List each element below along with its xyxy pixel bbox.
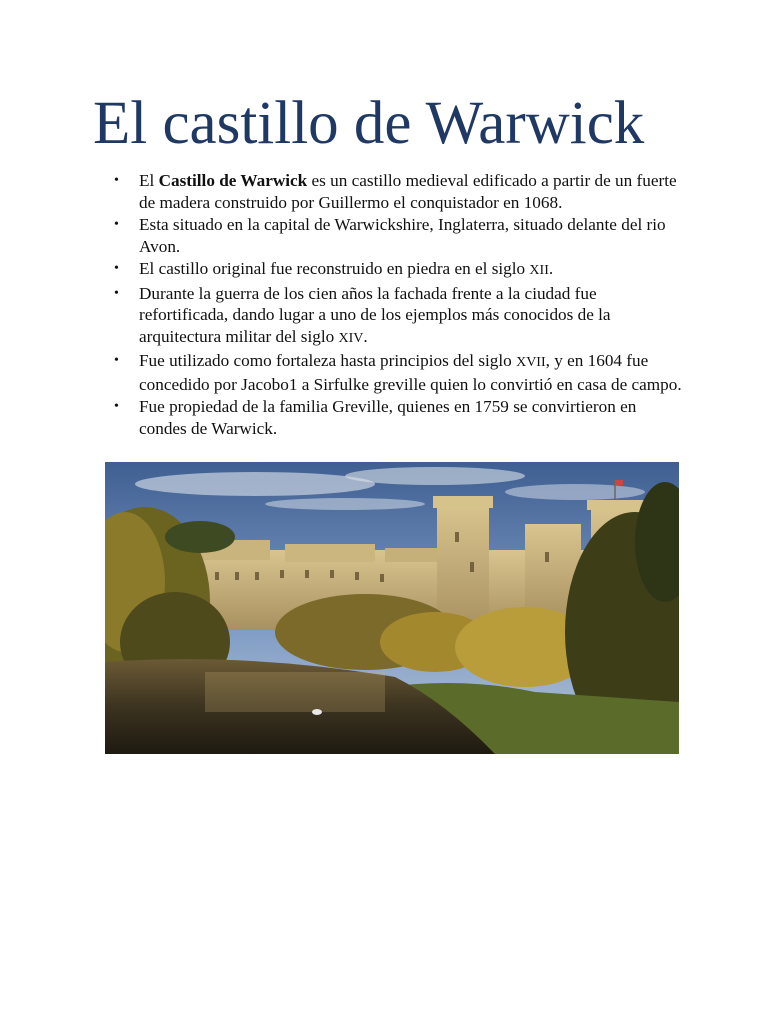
bullet-dot: •: [114, 173, 119, 188]
page-title: El castillo de Warwick: [93, 90, 645, 157]
bullet-list: [112, 170, 682, 440]
list-item: • Fue propiedad de la familia Greville, quienes en 1759 se convirtieron en condes de Warwick.: [114, 397, 637, 438]
list-item: • Fue utilizado como fortaleza hasta principios del siglo XVII, y en 1604 fue concedido por Jacobo1 a Sirfulke greville quien lo convirtió en casa de campo.: [114, 351, 682, 394]
bullet-dot: •: [114, 285, 119, 301]
bullet-dot: •: [114, 353, 119, 368]
century-numeral: XVII: [516, 355, 546, 370]
castle-photo: [105, 462, 679, 754]
century-numeral: XIV: [338, 330, 364, 346]
list-item: • El castillo original fue reconstruido en piedra en el siglo XII.: [114, 259, 554, 278]
castle-photo-icon: [105, 462, 679, 754]
bullet-dot: •: [114, 261, 119, 276]
bullet-dot: •: [114, 217, 119, 232]
century-numeral: XII: [529, 263, 549, 278]
list-item: • El Castillo de Warwick es un castillo medieval edificado a partir de un fuerte de madera construido por Guillermo el conquistador en 1068.: [114, 171, 677, 212]
list-item: • Esta situado en la capital de Warwickshire, Inglaterra, situado delante del rio Avon.: [114, 215, 666, 256]
bullet-dot: •: [114, 399, 119, 414]
list-item: • Durante la guerra de los cien años la fachada frente a la ciudad fue refortificada, dando lugar a uno de los ejemplos más conocidos de la arquitectura militar del siglo XIV.: [114, 283, 611, 346]
bold-term: Castillo de Warwick: [158, 171, 308, 190]
